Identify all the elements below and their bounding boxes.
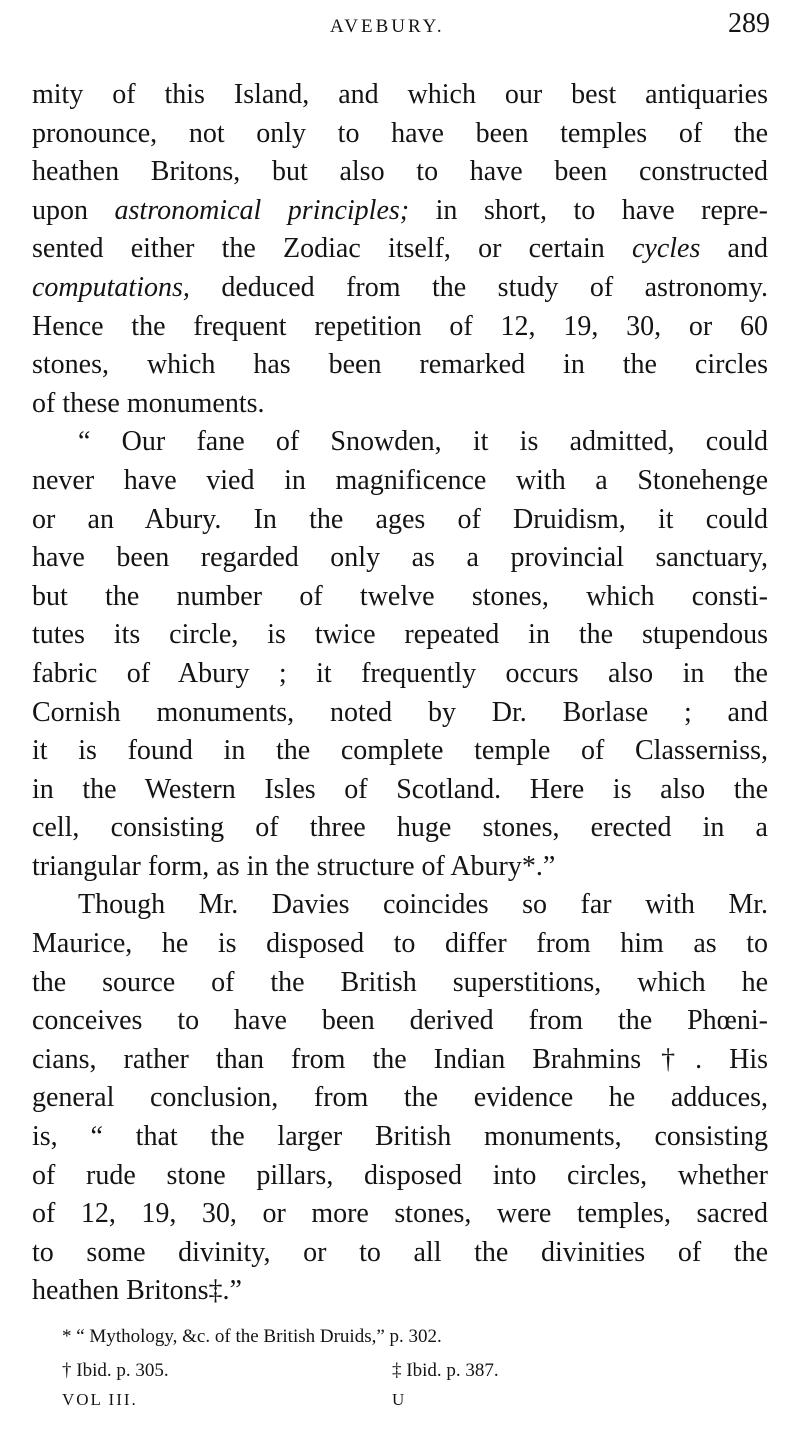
text-line bbox=[32, 1195, 768, 1234]
footnotes bbox=[62, 1320, 762, 1388]
text-line bbox=[32, 501, 768, 540]
text-line bbox=[32, 1041, 768, 1080]
text-line bbox=[32, 539, 768, 578]
text-segment: heathen Britons‡.” bbox=[32, 1275, 242, 1307]
footnote-dagger: † Ibid. p. 305. bbox=[62, 1360, 169, 1381]
text-line bbox=[32, 616, 768, 655]
text-line bbox=[32, 423, 768, 462]
footnote-double-dagger: ‡ Ibid. p. 387. bbox=[392, 1360, 499, 1381]
text-segment: cell, consisting of three huge stones, erected in a bbox=[32, 812, 768, 844]
text-segment: general conclusion, from the evidence he adduces, bbox=[32, 1082, 768, 1114]
text-segment: triangular form, as in the structure of Abury*.” bbox=[32, 850, 556, 882]
body-text bbox=[32, 76, 768, 1311]
text-line bbox=[32, 925, 768, 964]
text-line bbox=[32, 76, 768, 115]
text-segment: the source of the British superstitions, which he bbox=[32, 966, 768, 998]
text-line bbox=[32, 848, 768, 887]
text-segment: is, “ that the larger British monuments, consisting bbox=[32, 1121, 768, 1153]
text-segment: of these monuments. bbox=[32, 387, 265, 419]
page-header bbox=[0, 6, 800, 42]
text-segment: sented either the Zodiac itself, or certain bbox=[32, 233, 632, 265]
text-segment: Though Mr. Davies coincides so far with Mr. bbox=[78, 889, 768, 921]
text-line bbox=[32, 886, 768, 925]
text-segment: to some divinity, or to all the divinities of the bbox=[32, 1236, 768, 1268]
text-segment: Maurice, he is disposed to differ from him as to bbox=[32, 928, 768, 960]
text-segment: Hence the frequent repetition of 12, 19, 30, or 60 bbox=[32, 310, 768, 342]
text-line bbox=[32, 771, 768, 810]
text-line bbox=[32, 1234, 768, 1273]
text-line bbox=[32, 1118, 768, 1157]
text-line bbox=[32, 308, 768, 347]
text-segment: heathen Britons, but also to have been constructed bbox=[32, 156, 768, 188]
text-line bbox=[32, 809, 768, 848]
text-segment: in short, to have repre- bbox=[409, 194, 768, 226]
text-line bbox=[32, 115, 768, 154]
volume-signature: VOL III. bbox=[62, 1390, 138, 1409]
text-line bbox=[32, 192, 768, 231]
text-segment: tutes its circle, is twice repeated in the stupendous bbox=[32, 619, 768, 651]
text-line bbox=[32, 578, 768, 617]
text-segment: conceives to have been derived from the Phœni- bbox=[32, 1005, 768, 1037]
text-line bbox=[32, 694, 768, 733]
italic-text: astronomical principles; bbox=[114, 194, 410, 226]
italic-text: cycles bbox=[631, 233, 701, 265]
text-line bbox=[32, 462, 768, 501]
text-line bbox=[32, 1002, 768, 1041]
text-segment: it is found in the complete temple of Classerniss, bbox=[32, 735, 768, 767]
text-segment: have been regarded only as a provincial sanctuary, bbox=[32, 542, 768, 574]
text-segment: stones, which has been remarked in the circles bbox=[32, 349, 768, 381]
text-segment: fabric of Abury ; it frequently occurs also in the bbox=[32, 657, 768, 689]
text-segment: mity of this Island, and which our best antiquaries bbox=[32, 79, 768, 110]
text-segment: Cornish monuments, noted by Dr. Borlase ; and bbox=[32, 696, 768, 728]
page-number: 289 bbox=[728, 8, 770, 39]
text-line bbox=[32, 655, 768, 694]
text-line bbox=[32, 732, 768, 771]
text-segment: of rude stone pillars, disposed into circles, whether bbox=[32, 1159, 768, 1191]
text-segment: deduced from the study of astronomy. bbox=[189, 271, 768, 303]
text-line bbox=[32, 153, 768, 192]
text-line bbox=[32, 1272, 768, 1311]
text-line bbox=[32, 964, 768, 1003]
text-segment: upon bbox=[32, 194, 115, 226]
italic-text: computations, bbox=[32, 271, 190, 303]
text-segment: in the Western Isles of Scotland. Here is also the bbox=[32, 773, 768, 805]
text-segment: “ Our fane of Snowden, it is admitted, could bbox=[78, 426, 768, 458]
text-segment: cians, rather than from the Indian Brahmins†. His bbox=[32, 1043, 768, 1075]
running-title: AVEBURY. bbox=[330, 16, 445, 37]
text-segment: but the number of twelve stones, which consti- bbox=[32, 580, 768, 612]
footnote-star: * “ Mythology, &c. of the British Druids,” p. 302. bbox=[62, 1326, 442, 1347]
text-segment: of 12, 19, 30, or more stones, were temples, sacred bbox=[32, 1198, 768, 1230]
text-line bbox=[32, 346, 768, 385]
text-line bbox=[32, 1079, 768, 1118]
text-segment: or an Abury. In the ages of Druidism, it could bbox=[32, 503, 768, 535]
text-segment: never have vied in magnificence with a Stonehenge bbox=[32, 464, 768, 496]
text-line bbox=[32, 269, 768, 308]
text-line bbox=[32, 385, 768, 424]
text-segment: and bbox=[700, 233, 768, 265]
gathering-signature: U bbox=[392, 1390, 405, 1409]
text-segment: pronounce, not only to have been temples of the bbox=[32, 117, 768, 149]
text-line bbox=[32, 230, 768, 269]
text-line bbox=[32, 1157, 768, 1196]
